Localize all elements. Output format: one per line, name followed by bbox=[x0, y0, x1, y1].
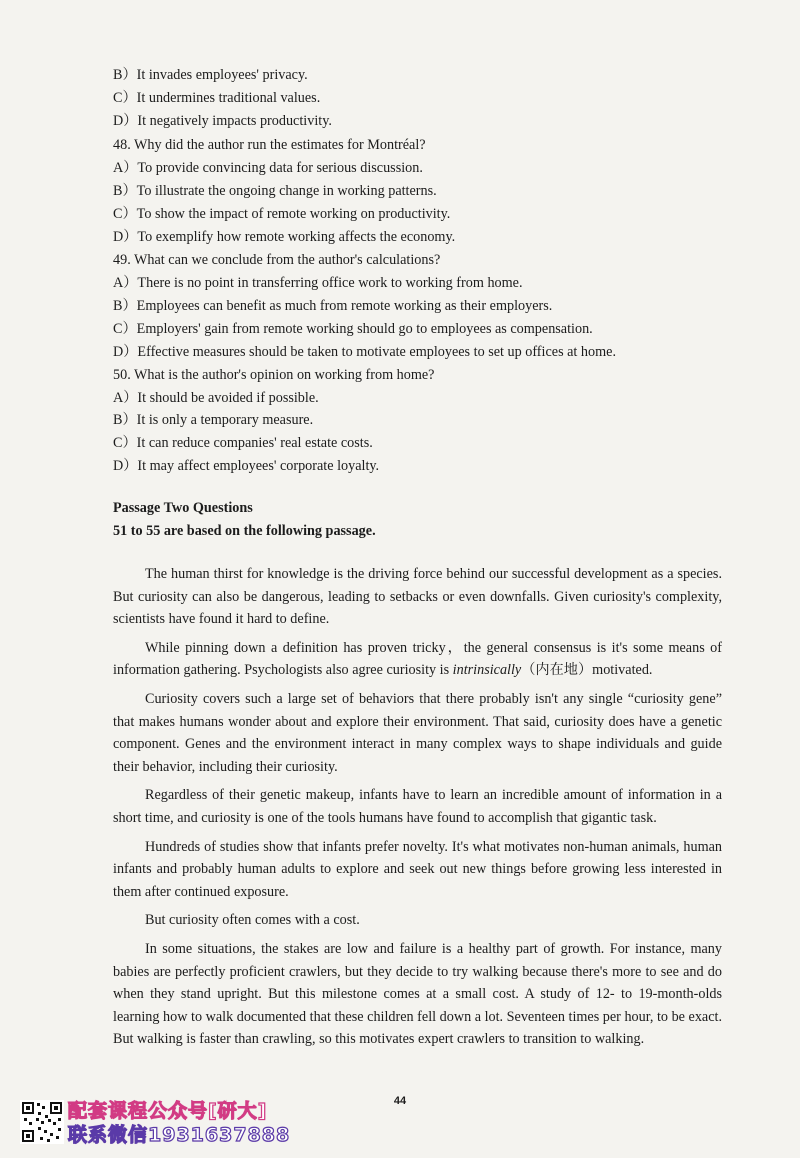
q50-option-d: D）It may affect employees' corporate loyalty. bbox=[113, 458, 380, 474]
q48-option-c: C）To show the impact of remote working on productivity. bbox=[113, 206, 451, 222]
passage-paragraph: The human thirst for knowledge is the driving force behind our successful development as a species. But curiosity can also be dangerous, leading to setbacks or even downfalls. Given curiosity's complexity, scientists have found it hard to define. bbox=[113, 566, 722, 628]
q50-option-b: B）It is only a temporary measure. bbox=[113, 412, 314, 428]
q48-option-d: D）To exemplify how remote working affects the economy. bbox=[113, 229, 456, 245]
q50-question: 50. What is the author's opinion on working from home? bbox=[113, 367, 435, 383]
qr-code-icon bbox=[20, 1100, 64, 1144]
q49-option-c: C）Employers' gain from remote working should go to employees as compensation. bbox=[113, 321, 593, 337]
q49-option-b: B）Employees can benefit as much from remote working as their employers. bbox=[113, 298, 553, 314]
q48-question: 48. Why did the author run the estimates for Montréal? bbox=[113, 137, 426, 153]
q50-option-c: C）It can reduce companies' real estate costs. bbox=[113, 435, 373, 451]
watermark-line-2: 联系微信1931637888 bbox=[68, 1124, 291, 1146]
passage-body bbox=[113, 563, 722, 1051]
q49-option-a: A）There is no point in transferring office work to working from home. bbox=[113, 275, 523, 291]
passage-paragraph: While pinning down a definition has proven tricky，the general consensus is it's some means of information gathering. Psychologists also agree curiosity is intrinsically（内在地）motivated. bbox=[113, 639, 722, 679]
q49-question: 49. What can we conclude from the author's calculations? bbox=[113, 252, 441, 268]
watermark-line-1: 配套课程公众号[研大] bbox=[68, 1100, 268, 1122]
q50-option-a: A）It should be avoided if possible. bbox=[113, 390, 319, 406]
passage-paragraph: Hundreds of studies show that infants prefer novelty. It's what motivates non-human animals, human infants and probably human adults to explore and seek out new things before growing less interested in them after continued exposure. bbox=[113, 838, 722, 900]
passage-paragraph: In some situations, the stakes are low and failure is a healthy part of growth. For instance, many babies are perfectly proficient crawlers, but they decide to try walking because there's more to see and do when they stand upright. But this milestone comes at a small cost. A study of 12- to 19-month-olds learning how to walk documented that these children fell down a lot. Seventeen times per hour, to be exact. But walking is faster than crawling, so this motivates expert crawlers to transition to walking. bbox=[113, 940, 722, 1048]
q48-option-a: A）To provide convincing data for serious discussion. bbox=[113, 160, 423, 176]
q47-option-b: B）It invades employees' privacy. bbox=[113, 67, 308, 83]
section-subheading: 51 to 55 are based on the following passage. bbox=[113, 523, 376, 539]
watermark bbox=[20, 1100, 320, 1150]
passage-paragraph: Regardless of their genetic makeup, infants have to learn an incredible amount of information in a short time, and curiosity is one of the tools humans have found to accomplish that gigantic task. bbox=[113, 787, 722, 826]
section-heading: Passage Two Questions bbox=[113, 500, 253, 516]
passage-paragraph: But curiosity often comes with a cost. bbox=[145, 912, 360, 929]
q49-option-d: D）Effective measures should be taken to motivate employees to set up offices at home. bbox=[113, 344, 616, 360]
passage-paragraph: Curiosity covers such a large set of behaviors that there probably isn't any single “curiosity gene” that makes humans wonder about and explore their environment. That said, curiosity does have a genetic component. Genes and the environment interact in many complex ways to shape individuals and guide their behavior, including their curiosity. bbox=[113, 690, 722, 775]
q47-option-d: D）It negatively impacts productivity. bbox=[113, 113, 332, 129]
q47-option-c: C）It undermines traditional values. bbox=[113, 90, 321, 106]
page-number: 44 bbox=[393, 1095, 407, 1107]
q48-option-b: B）To illustrate the ongoing change in working patterns. bbox=[113, 183, 437, 199]
italic-term: intrinsically bbox=[452, 662, 522, 679]
